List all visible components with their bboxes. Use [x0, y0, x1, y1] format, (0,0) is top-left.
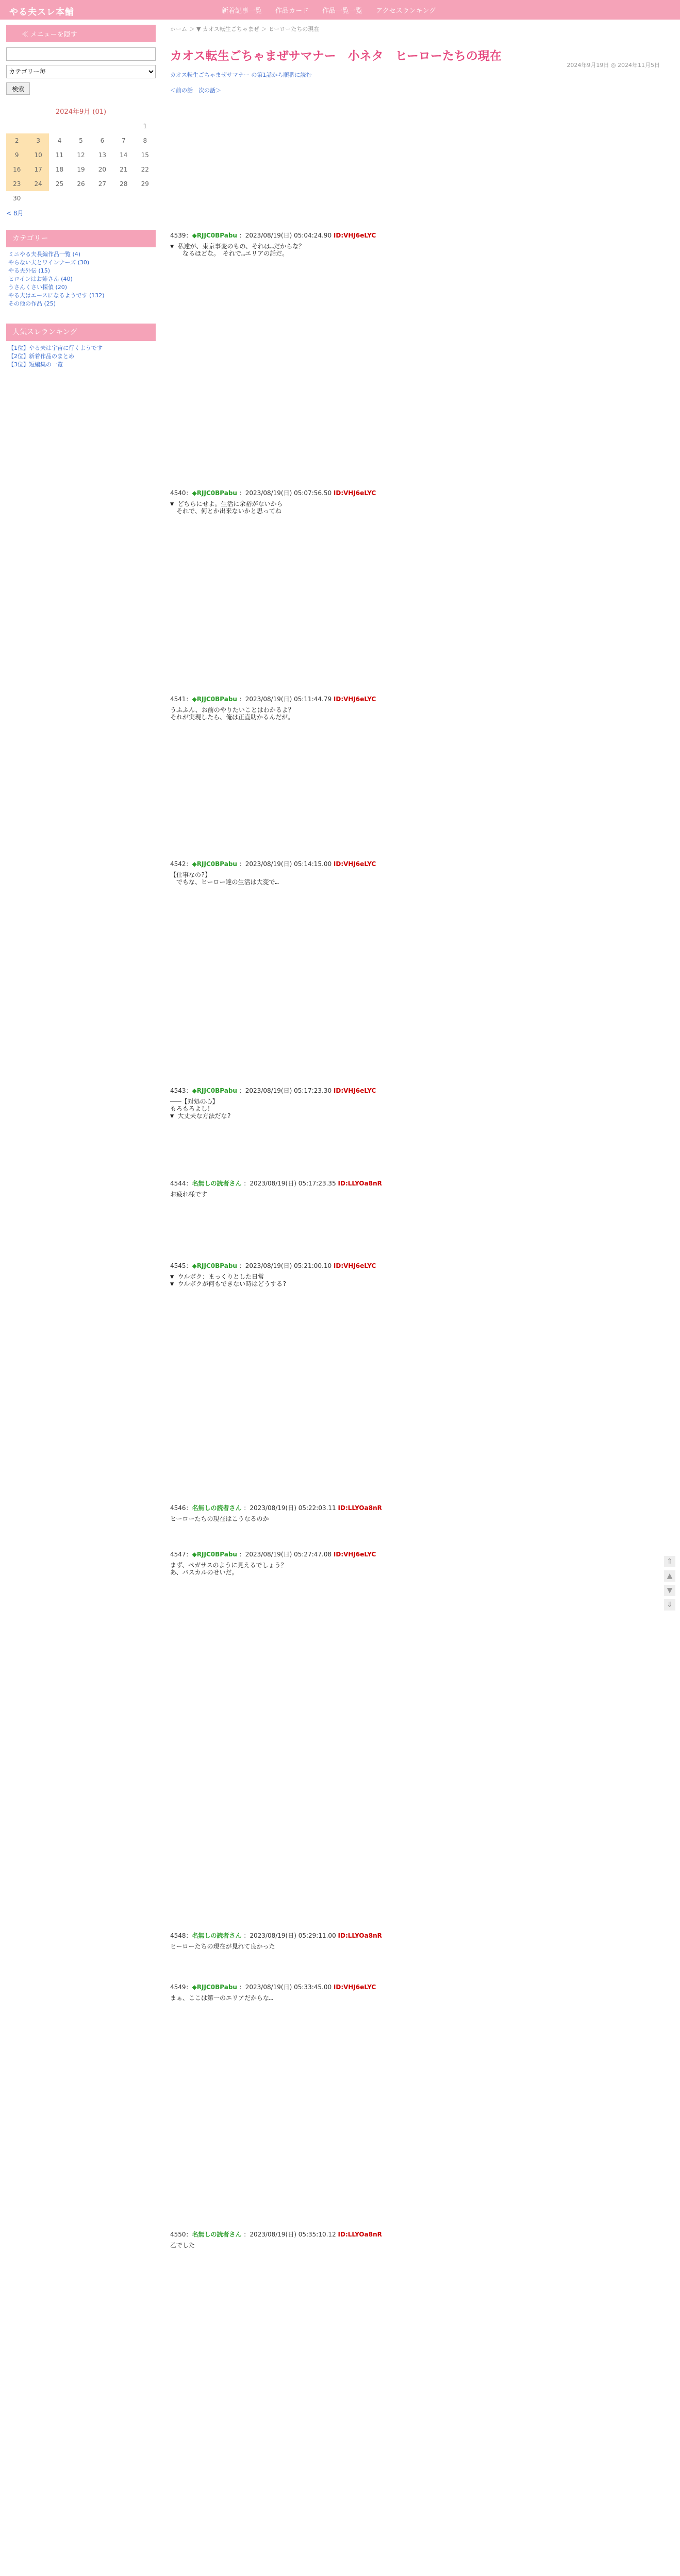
category-heading: カテゴリー [6, 230, 156, 247]
calendar-day[interactable]: 30 [13, 195, 21, 202]
calendar-day[interactable]: 1 [143, 123, 147, 130]
response [170, 1261, 670, 1287]
response-date: ：2023/08/19(日) 05:04:24.90 [237, 232, 334, 239]
calendar-day[interactable]: 3 [27, 133, 48, 148]
category-item[interactable]: その他の作品 (25) [8, 300, 56, 307]
scroll-controls [664, 1556, 676, 1611]
response-body: ▼ ウルボク：まっくりとした日常 ▼ ウルボクが何もできない時はどうする? [170, 1273, 287, 1287]
response-header [170, 859, 670, 868]
calendar-day [27, 191, 48, 206]
category-item[interactable]: やる夫外伝 (15) [8, 267, 51, 274]
response-body: お疲れ様です [170, 1191, 208, 1198]
response [170, 1982, 670, 2002]
response-header [170, 1179, 670, 1188]
category-item[interactable]: やらない夫とワインナーズ (30) [8, 259, 90, 266]
response-id[interactable]: ID:VHJ6eLYC [333, 1551, 376, 1558]
nav-list[interactable]: 作品一覧一覧 [322, 7, 363, 15]
calendar-day [92, 119, 113, 133]
calendar-day [27, 119, 48, 133]
scroll-down-icon[interactable]: ▼ [664, 1585, 675, 1596]
response-header [170, 1550, 670, 1558]
response-id[interactable]: ID:VHJ6eLYC [333, 489, 376, 497]
calendar-day[interactable]: 24 [27, 177, 48, 191]
post-meta: 2024年9月19日 ◎ 2024年11月5日 [567, 62, 660, 69]
response [170, 1179, 670, 1198]
calendar-day[interactable]: 18 [55, 166, 64, 173]
response-header [170, 1982, 670, 1991]
response [170, 859, 670, 886]
breadcrumb[interactable]: ホーム ＞ ▼ カオス転生ごちゃまぜ ＞ ヒーローたちの現在 [170, 26, 320, 32]
calendar-title: 2024年9月 (01) [55, 108, 107, 116]
response-date: ：2023/08/19(日) 05:07:56.50 [237, 489, 334, 497]
response-body: ▼ どちらにせよ。生活に余裕がないから それで、何とか出来ないかと思ってね [170, 500, 283, 515]
response [170, 1503, 670, 1522]
response-id[interactable]: ID:LLYOa8nR [338, 1932, 382, 1939]
response-header [170, 1503, 670, 1512]
response-header [170, 1931, 670, 1940]
intro-link[interactable]: カオス転生ごちゃまぜサマナー の第1話から順番に読む [170, 72, 312, 78]
scroll-up-icon[interactable]: ▲ [664, 1570, 675, 1582]
response-number[interactable]: 4546： [170, 1504, 192, 1512]
response-number[interactable]: 4543： [170, 1087, 192, 1094]
response-name: 名無しの読者さん [192, 2231, 242, 2238]
ranking-item[interactable]: 【3位】短編集の一覧 [8, 361, 63, 368]
response-date: ：2023/08/19(日) 05:33:45.00 [237, 1984, 334, 1991]
response-name: ◆RJJC0BPabu [192, 860, 237, 868]
response-id[interactable]: ID:VHJ6eLYC [333, 1262, 376, 1269]
response-number[interactable]: 4541： [170, 696, 192, 703]
category-item[interactable]: ヒロインはお姉さん (40) [8, 276, 73, 282]
calendar-day[interactable]: 9 [6, 148, 27, 162]
response-header [170, 1261, 670, 1270]
response-header [170, 1086, 670, 1095]
category-item[interactable]: ミニやる夫長編作品一覧 (4) [8, 251, 81, 258]
calendar-week [6, 191, 156, 206]
response-date: ：2023/08/19(日) 05:17:23.35 [241, 1180, 338, 1187]
calendar-day[interactable]: 21 [120, 166, 128, 173]
calendar-day [70, 119, 91, 133]
response-body: うふふん、お前のやりたいことはわかるよ？ それが実現したら、俺は正直助かるんだが。 [170, 706, 294, 721]
category-select[interactable] [6, 65, 156, 78]
calendar-day[interactable]: 26 [77, 180, 85, 188]
response-name: 名無しの読者さん [192, 1180, 242, 1187]
response [170, 488, 670, 515]
response-name: ◆RJJC0BPabu [192, 1262, 237, 1269]
calendar-day[interactable]: 19 [77, 166, 85, 173]
calendar-day[interactable]: 6 [100, 137, 105, 144]
calendar-day[interactable]: 20 [98, 166, 107, 173]
response-number[interactable]: 4547： [170, 1551, 192, 1558]
response-id[interactable]: ID:VHJ6eLYC [333, 696, 376, 703]
response-body: まぁ、ここは第一のエリアだからな… [170, 1994, 273, 2002]
calendar-week [6, 119, 156, 133]
calendar-day [135, 191, 156, 206]
response [170, 2230, 670, 2249]
nav-cards[interactable]: 作品カード [275, 7, 309, 15]
ranking-item[interactable]: 【1位】やる夫は宇宙に行くようです [8, 345, 103, 351]
calendar-day[interactable]: 17 [27, 162, 48, 177]
main-content [170, 25, 670, 2249]
response [170, 1550, 670, 1576]
response-id[interactable]: ID:VHJ6eLYC [333, 860, 376, 868]
response-name: ◆RJJC0BPabu [192, 489, 237, 497]
response [170, 694, 670, 721]
response-date: ：2023/08/19(日) 05:27:47.08 [237, 1551, 334, 1558]
prev-next-links[interactable]: ＜前の話 次の話＞ [170, 87, 221, 94]
calendar-week [6, 162, 156, 177]
response-date: ：2023/08/19(日) 05:14:15.00 [237, 860, 334, 868]
search-row [6, 47, 156, 61]
calendar-prev-link[interactable]: < 8月 [6, 210, 24, 217]
response-number[interactable]: 4544： [170, 1180, 192, 1187]
category-item[interactable]: うさんくさい探偵 (20) [8, 284, 68, 291]
calendar-day [113, 191, 134, 206]
calendar-day [49, 191, 70, 206]
hide-menu-button[interactable]: ≪ メニューを隠す [6, 25, 156, 42]
response-number[interactable]: 4549： [170, 1984, 192, 1991]
calendar-day[interactable]: 22 [141, 166, 149, 173]
response-body: ―――【対処の心】 もろもろよし！ ▼ 大丈夫な方法だな? [170, 1098, 231, 1120]
response [170, 1931, 670, 1950]
calendar-day[interactable]: 4 [57, 137, 62, 144]
response-name: ◆RJJC0BPabu [192, 232, 237, 239]
calendar-day[interactable]: 25 [55, 180, 64, 188]
sidebar [6, 25, 156, 372]
response-body: ▼ 私達が、東京事変のもの、それは…だからな？ なるほどな。 それで…エリアの話だ。 [170, 243, 305, 257]
category-item[interactable]: やる夫はエースになるようです (132) [8, 292, 105, 299]
response-body: ヒーローたちの現在が見れて良かった [170, 1943, 275, 1950]
response [170, 231, 670, 257]
calendar-day[interactable]: 27 [98, 180, 107, 188]
calendar-day[interactable]: 2 [6, 133, 27, 148]
calendar-week [6, 177, 156, 191]
calendar-day[interactable]: 15 [141, 151, 149, 159]
response-date: ：2023/08/19(日) 05:35:10.12 [241, 2231, 338, 2238]
scroll-top-icon[interactable]: ⇑ [664, 1556, 675, 1567]
calendar-week [6, 133, 156, 148]
scroll-bottom-icon[interactable]: ⇓ [664, 1599, 675, 1611]
response-date: ：2023/08/19(日) 05:17:23.30 [237, 1087, 334, 1094]
response-id[interactable]: ID:VHJ6eLYC [333, 232, 376, 239]
response-number[interactable]: 4550： [170, 2231, 192, 2238]
calendar-day[interactable]: 10 [27, 148, 48, 162]
nav-new-posts[interactable]: 新着記事一覧 [222, 7, 262, 15]
site-title[interactable]: やる夫スレ本舗 [9, 7, 74, 18]
calendar-day[interactable]: 7 [122, 137, 126, 144]
calendar-day[interactable]: 5 [79, 137, 83, 144]
calendar-day [113, 119, 134, 133]
search-input[interactable] [6, 47, 156, 61]
response-body: 【仕事なの?】 でもな、ヒーロー達の生活は大変で… [170, 871, 279, 886]
calendar-day[interactable]: 23 [6, 177, 27, 191]
response-header [170, 488, 670, 497]
response-id[interactable]: ID:LLYOa8nR [338, 1504, 382, 1512]
response-number[interactable]: 4545： [170, 1262, 192, 1269]
response-name: ◆RJJC0BPabu [192, 1551, 237, 1558]
calendar [6, 119, 156, 206]
calendar-week [6, 148, 156, 162]
calendar-day[interactable]: 16 [6, 162, 27, 177]
calendar-day [92, 191, 113, 206]
response-id[interactable]: ID:LLYOa8nR [338, 2231, 382, 2238]
response-number[interactable]: 4542： [170, 860, 192, 868]
response-name: 名無しの読者さん [192, 1932, 242, 1939]
response-name: 名無しの読者さん [192, 1504, 242, 1512]
calendar-day[interactable]: 8 [143, 137, 147, 144]
response-number[interactable]: 4539： [170, 232, 192, 239]
calendar-day[interactable]: 28 [120, 180, 128, 188]
calendar-day[interactable]: 12 [77, 151, 85, 159]
response-header [170, 694, 670, 703]
response-name: ◆RJJC0BPabu [192, 696, 237, 703]
calendar-day[interactable]: 14 [120, 151, 128, 159]
response-name: ◆RJJC0BPabu [192, 1087, 237, 1094]
category-list [6, 247, 156, 311]
response-date: ：2023/08/19(日) 05:11:44.79 [237, 696, 334, 703]
post-title: カオス転生ごちゃまぜサマナー 小ネタ ヒーローたちの現在 [170, 49, 502, 63]
calendar-day[interactable]: 11 [55, 151, 64, 159]
response-date: ：2023/08/19(日) 05:21:00.10 [237, 1262, 334, 1269]
response-body: 乙でした [170, 2242, 195, 2249]
ranking-list [6, 341, 156, 372]
response-date: ：2023/08/19(日) 05:22:03.11 [241, 1504, 338, 1512]
calendar-day [6, 119, 27, 133]
response-id[interactable]: ID:VHJ6eLYC [333, 1087, 376, 1094]
response-body: ヒーローたちの現在はこうなるのか [170, 1515, 269, 1522]
response-date: ：2023/08/19(日) 05:29:11.00 [241, 1932, 338, 1939]
search-submit-button[interactable]: 検索 [6, 82, 30, 95]
response-header [170, 2230, 670, 2239]
response-id[interactable]: ID:LLYOa8nR [338, 1180, 382, 1187]
ranking-heading: 人気スレランキング [6, 324, 156, 341]
response-number[interactable]: 4540： [170, 489, 192, 497]
top-nav [222, 5, 436, 15]
response-body: まず、ペガサスのように見えるでしょう？ あ、バスカルのせいだ。 [170, 1562, 287, 1576]
response-number[interactable]: 4548： [170, 1932, 192, 1939]
calendar-day [70, 191, 91, 206]
ranking-item[interactable]: 【2位】新着作品のまとめ [8, 353, 74, 360]
response-name: ◆RJJC0BPabu [192, 1984, 237, 1991]
nav-ranking[interactable]: アクセスランキング [376, 7, 436, 15]
response-header [170, 231, 670, 240]
response-id[interactable]: ID:VHJ6eLYC [333, 1984, 376, 1991]
calendar-day[interactable]: 13 [98, 151, 107, 159]
calendar-day [49, 119, 70, 133]
response [170, 1086, 670, 1120]
top-bar [0, 0, 680, 20]
calendar-day[interactable]: 29 [141, 180, 149, 188]
